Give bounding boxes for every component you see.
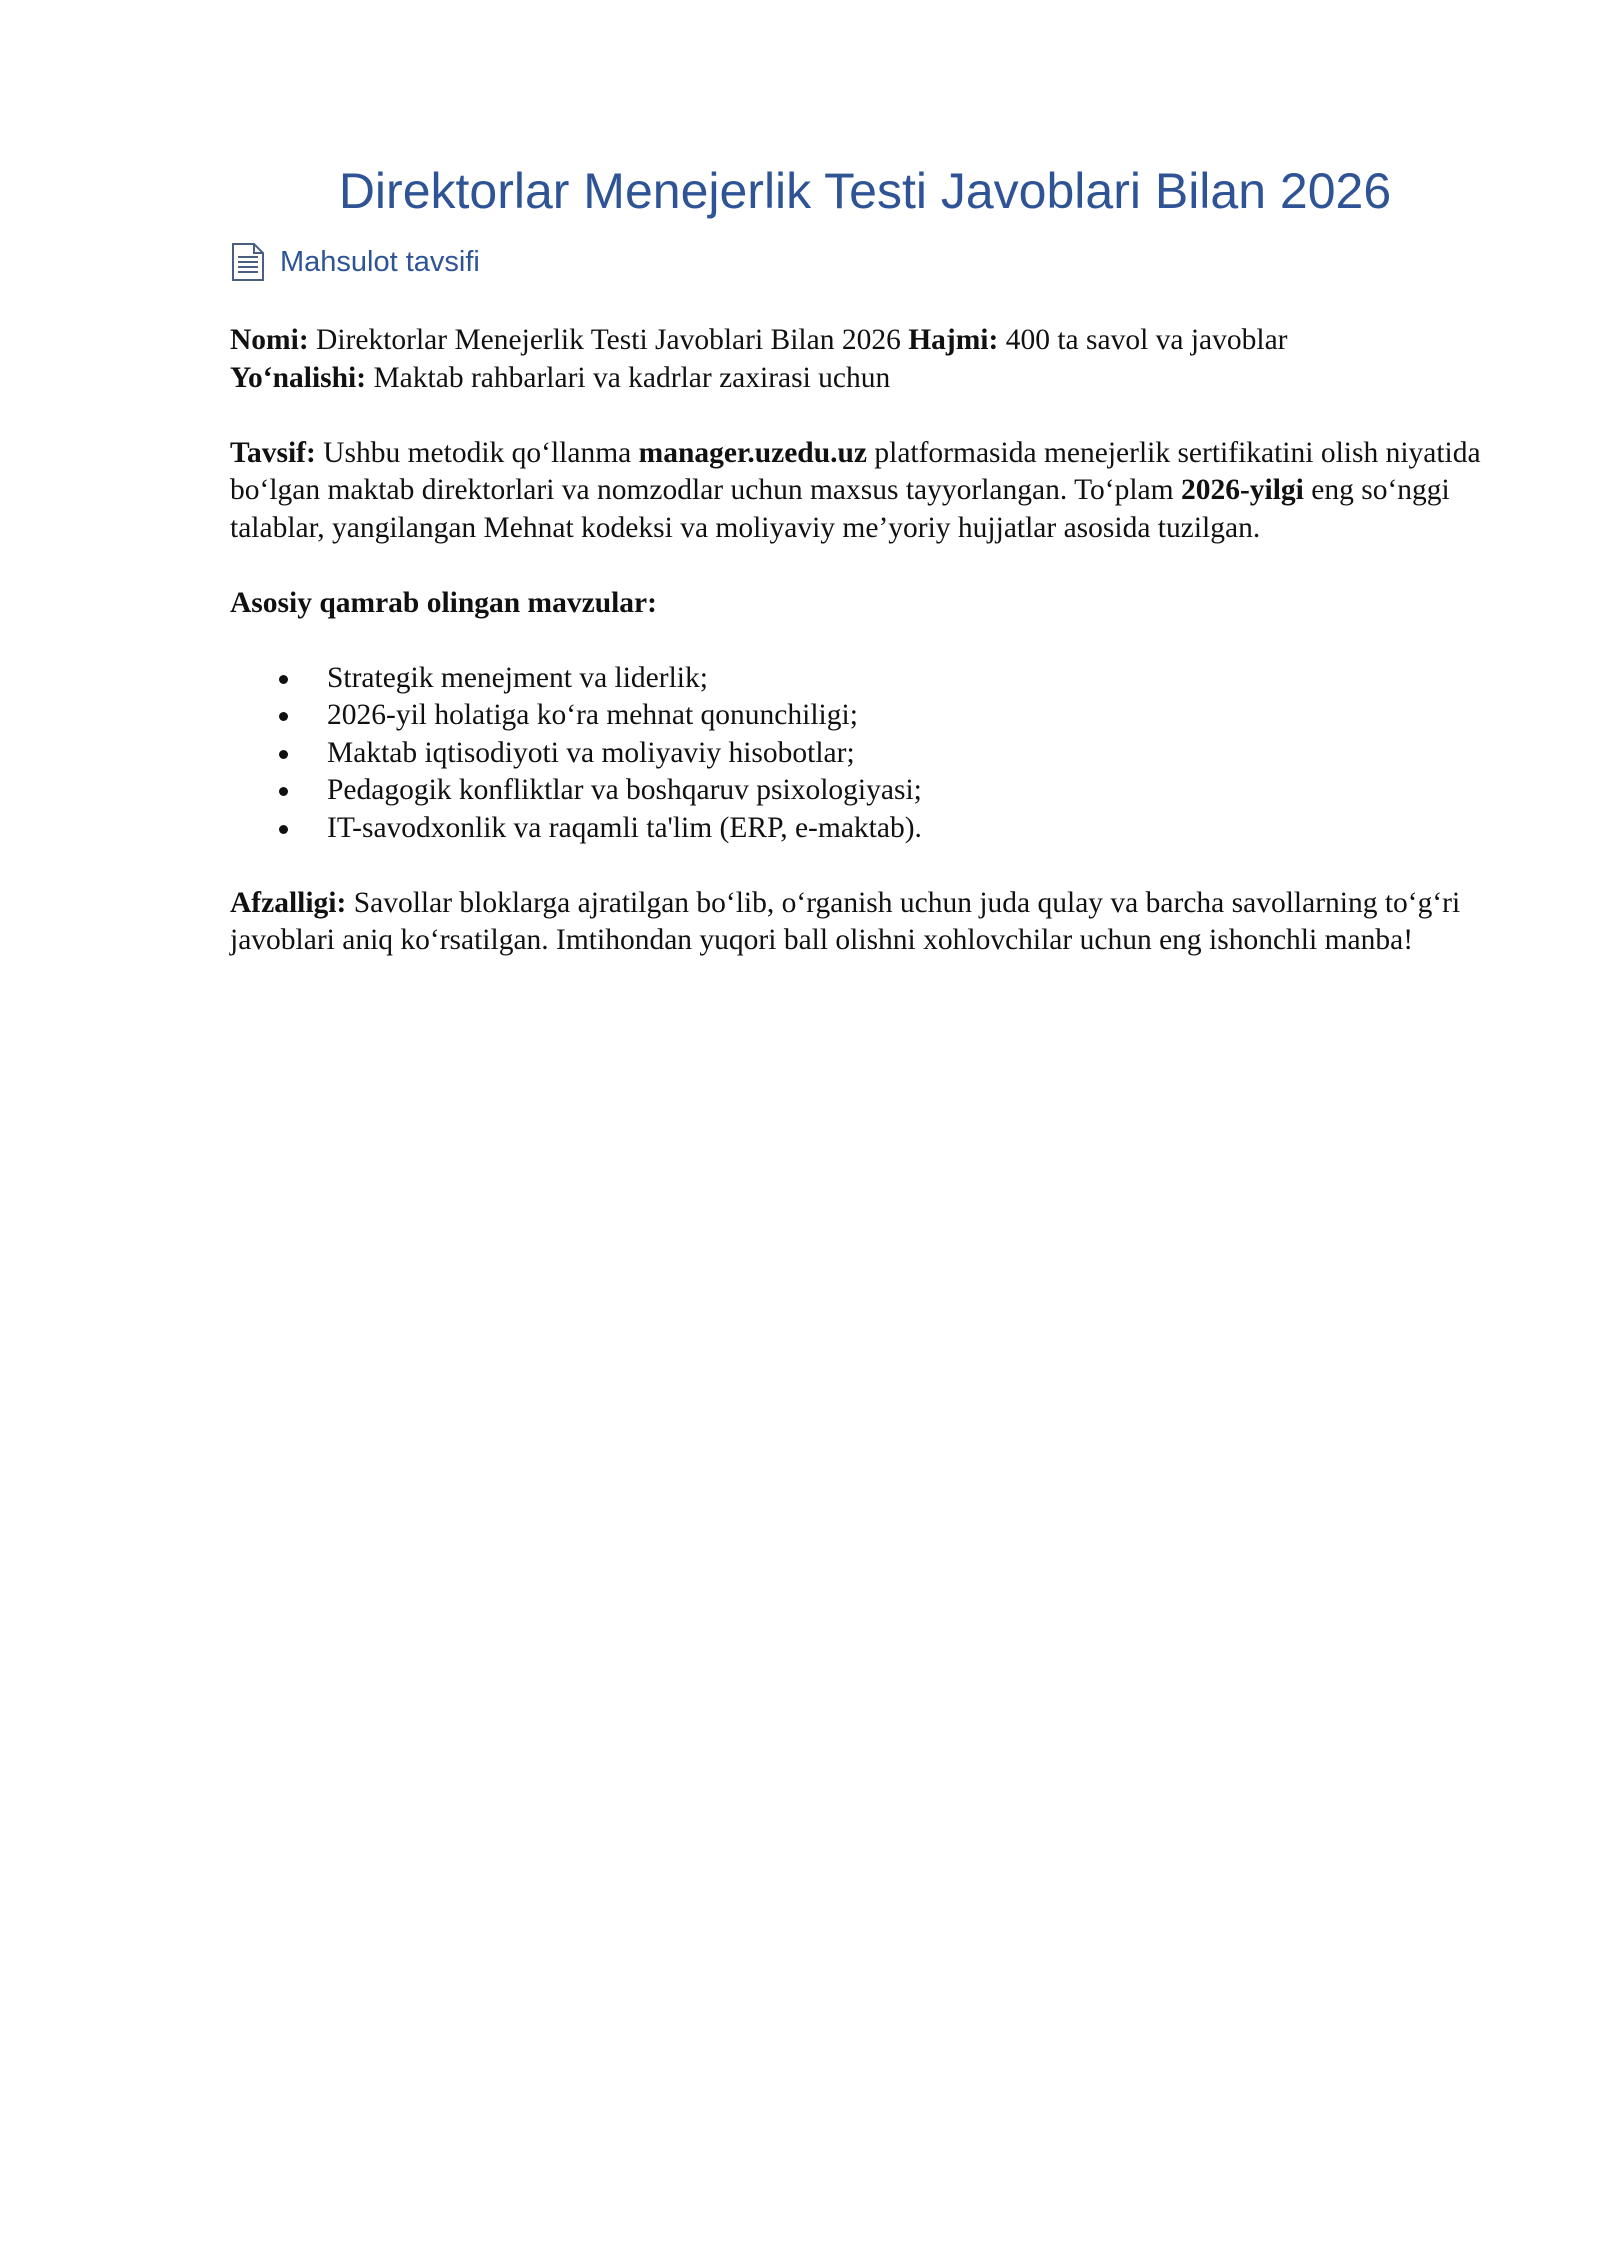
list-item-text: Pedagogik konfliktlar va boshqaruv psixologiyasi; bbox=[327, 774, 922, 806]
list-item-text: Maktab iqtisodiyoti va moliyaviy hisobotlar; bbox=[327, 736, 855, 769]
info-paragraph bbox=[230, 322, 1520, 397]
topics-list bbox=[230, 660, 1520, 848]
description-text-2: platformasida menejerlik sertifikatini olish niyatida bo‘lgan maktab direktorlari va nomzodlar uchun maxsus tayyorlangan. To‘plam bbox=[230, 436, 1481, 506]
advantage-label: Afzalligi: bbox=[230, 886, 347, 919]
section-heading bbox=[230, 242, 480, 282]
name-label: Nomi: bbox=[230, 324, 309, 356]
list-item bbox=[230, 772, 1520, 810]
description-text-1: Ushbu metodik qo‘llanma bbox=[323, 436, 632, 469]
direction-value: Maktab rahbarlari va kadrlar zaxirasi uchun bbox=[373, 361, 891, 394]
list-item bbox=[230, 735, 1520, 773]
topics-heading-paragraph bbox=[230, 585, 1520, 623]
section-heading-label: Mahsulot tavsifi bbox=[280, 246, 480, 278]
bullet-icon bbox=[279, 825, 288, 834]
bullet-icon bbox=[279, 750, 288, 759]
advantage-paragraph bbox=[230, 885, 1520, 960]
size-label: Hajmi: bbox=[908, 324, 999, 356]
bullet-icon bbox=[279, 787, 288, 796]
list-item bbox=[230, 660, 1520, 698]
bullet-icon bbox=[279, 675, 288, 684]
name-value: Direktorlar Menejerlik Testi Javoblari Bilan 2026 bbox=[316, 324, 901, 356]
list-item bbox=[230, 697, 1520, 735]
page-title: Direktorlar Menejerlik Testi Javoblari Bilan 2026 bbox=[338, 163, 1392, 219]
document-body bbox=[230, 322, 1520, 997]
advantage-text: Savollar bloklarga ajratilgan bo‘lib, o‘rganish uchun juda qulay va barcha savollarning to‘g‘ri javoblari aniq ko‘rsatilgan. Imtihondan yuqori ball olishni xohlovchilar uchun eng ishonchli manba! bbox=[230, 886, 1461, 956]
size-value: 400 ta savol va javoblar bbox=[1005, 324, 1288, 356]
year-bold: 2026-yilgi bbox=[1180, 474, 1304, 506]
list-item-text: 2026-yil holatiga ko‘ra mehnat qonunchiligi; bbox=[327, 699, 858, 731]
document-icon bbox=[230, 242, 266, 282]
description-text-3: eng so‘nggi talablar, yangilangan Mehnat kodeksi va moliyaviy me’yoriy hujjatlar asosida tuzilgan. bbox=[230, 474, 1450, 544]
platform-name: manager.uzedu.uz bbox=[638, 436, 867, 469]
list-item-text: IT-savodxonlik va raqamli ta'lim (ERP, e-maktab). bbox=[327, 811, 922, 844]
direction-label: Yo‘nalishi: bbox=[230, 361, 367, 394]
list-item-text: Strategik menejment va liderlik; bbox=[327, 661, 708, 694]
description-label: Tavsif: bbox=[230, 436, 316, 469]
description-paragraph bbox=[230, 435, 1520, 548]
bullet-icon bbox=[279, 712, 288, 721]
topics-heading: Asosiy qamrab olingan mavzular: bbox=[230, 586, 657, 619]
list-item bbox=[230, 810, 1520, 848]
